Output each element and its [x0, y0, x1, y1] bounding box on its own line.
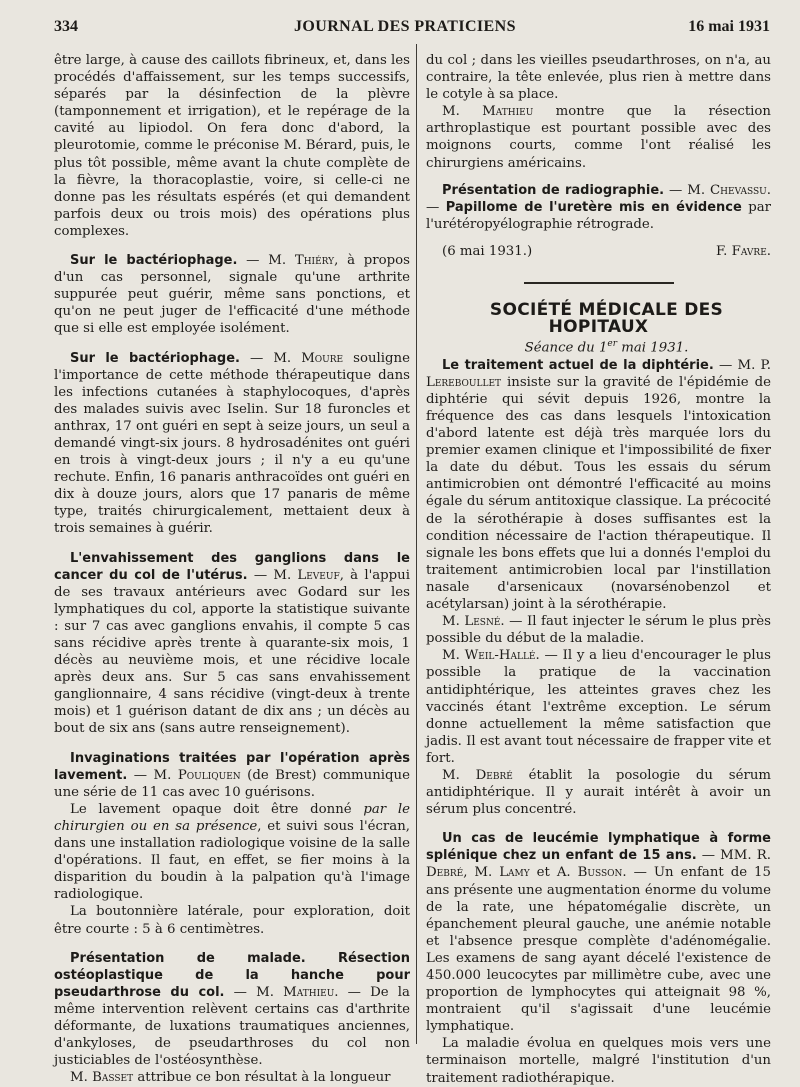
- page-header: [54, 14, 770, 38]
- report-author: F. Favre.: [716, 243, 771, 259]
- society-heading: SOCIÉTÉ MÉDICALE DES HOPITAUX: [489, 300, 724, 338]
- paragraph: M. Mathieu montre que la résection arthroplastique est pourtant possible avec des moignons courts, comme l'ont réalisé les chirurgiens américains.: [426, 104, 771, 171]
- left-column: [54, 52, 410, 1086]
- section-bacteriophage-thiery: Sur le bactériophage. — M. Thiéry, à propos d'un cas personnel, signale qu'une arthrite suppurée peut guérir, même sans ponctions, et qu'on ne peut juger de l'efficacité d'une méthode que si elle est employée isolément.: [54, 253, 410, 337]
- paragraph: M. Lesné. — Il faut injecter le sérum le plus près possible du début de la maladie.: [426, 614, 772, 647]
- section-title: Papillome de l'uretère mis en évidence: [445, 199, 742, 215]
- section-resection-hanche: Présentation de malade. Résection ostéoplastique de la hanche pour pseudarthrose du col. — M. Mathieu. — De la même intervention relèvent certains cas d'arthrite déformante, de luxations traumatiques anciennes, d'ankyloses, de pseudarthroses du col non justiciables de l'ostéosynthèse.: [54, 950, 410, 1069]
- paragraph: M. Debré établit la posologie du sérum antidiphtérique. Il y aurait intérêt à avoir un sérum plus concentré.: [426, 767, 771, 818]
- section-diphterie: Le traitement actuel de la diphtérie. — M. P. Lereboullet insiste sur la gravité de l'épidémie de diphtérie qui sévit depuis 1926, montre la fréquence des cas dans lesquels l'intoxication d'abord latente est déjà très marquée lors du premier examen clinique et l'impossibilité de fixer la date du début. Tous les essais du sérum antimicrobien ont démontré l'efficacité au moins égale du sérum antitoxique classique. La précocité de la sérothérapie à doses suffisantes est la condition nécessaire de l'action thérapeutique. Il signale les bons effets que lui a donnés l'emploi du traitement antimicrobien local par l'instillation nasale d'arsenicaux (novarsénobenzol et acétylarsan) joint à la sérothérapie.: [426, 357, 771, 613]
- author-name: Lesné: [464, 614, 501, 630]
- section-ganglions-cancer: L'envahissement des ganglions dans le cancer du col de l'utérus. — M. Leveuf, à l'appui de ses travaux antérieurs avec Godard sur les lymphatiques du col, apporte la statistique suivante : sur 7 cas avec ganglions envahis, il compte 5 cas sans récidive après trente à quarante-six mois, 1 décès au neuvième mois, et une récidive locale après deux ans. Sur 5 cas sans envahissement ganglionnaire, 4 sans récidive (vingt-deux à trente mois) et 1 guérison datant de dix ans ; un décès au bout de six ans (sans autre renseignement).: [54, 550, 410, 737]
- section-title: L'envahissement des ganglions dans le cancer du col de l'utérus.: [54, 550, 410, 583]
- paragraph: La maladie évolua en quelques mois vers une terminaison mortelle, malgré l'institution d'un traitement radiothérapique.: [426, 1036, 771, 1086]
- paragraph: Le lavement opaque doit être donné par le chirurgien ou en sa présence, et suivi sous l'écran, dans une installation radiologique voisine de la salle d'opérations. Il faut, en effet, se fier moins à la disparition du boudin à la palpation qu'à l'image radiologique.: [54, 801, 410, 903]
- section-invaginations: Invaginations traitées par l'opération après lavement. — M. Pouliquen (de Brest) communique une série de 11 cas avec 10 guérisons.: [54, 750, 410, 800]
- author-name: Busson: [577, 865, 623, 881]
- author-name: Lereboullet: [426, 374, 502, 390]
- paragraph: du col ; dans les vieilles pseudarthroses, on n'a, au contraire, la tête enlevée, plus rien à mettre dans le cotyle à sa place.: [426, 53, 771, 103]
- section-radiographie: Présentation de radiographie. — M. Chevassu. — Papillome de l'uretère mis en évidence par l'urétéropyélographie rétrograde.: [426, 182, 771, 232]
- section-rule: [524, 282, 674, 284]
- issue-date: 16 mai 1931: [688, 18, 770, 35]
- section-leucemie: Un cas de leucémie lymphatique à forme splénique chez un enfant de 15 ans. — MM. R. Debré, M. Lamy et A. Busson. — Un enfant de 15 ans présente une augmentation énorme du volume de la rate, une hépatomégalie discrète, un épanchement pleural gauche, une anémie notable et l'absence presque complète d'adénomégalie. Les examens de sang ayant décelé l'existence de 450.000 leucocytes par millimètre cube, avec une proportion de lymphocytes qui atteignait 98 %, montraient qu'il s'agissait d'une leucémie lymphatique.: [426, 831, 771, 1035]
- section-bacteriophage-moure: Sur le bactériophage. — M. Moure souligne l'importance de cette méthode thérapeutique dans les infections cutanées à staphylocoques, d'après des malades suivis avec Iselin. Sur 18 furoncles et anthrax, 17 ont guéri en sept à seize jours, un seul a demandé vingt-six jours. 8 hydrosadénites ont guéri en trois à vingt-deux jours ; il n'y a eu qu'une rechute. Enfin, 16 panaris anthracoïdes ont guéri en dix à douze jours, alors que 17 panaris de même type, traités chirurgicalement, mettaient deux à trois semaines à guérir.: [54, 350, 410, 537]
- signature-line: [426, 243, 771, 260]
- author-name: Chevassu: [710, 182, 767, 198]
- author-name: Mathieu: [283, 984, 335, 1000]
- author-name: Leveuf: [297, 567, 340, 583]
- author-name: Moure: [301, 350, 344, 366]
- author-name: Pouliquen: [177, 767, 241, 783]
- author-name: Basset: [92, 1070, 134, 1086]
- author-name: Weil-Hallé: [464, 648, 536, 664]
- report-date: (6 mai 1931.): [442, 243, 533, 259]
- paragraph: être large, à cause des caillots fibrineux, et, dans les procédés d'affaissement, sur les temps successifs, séparés par la désinfection de la plèvre (tamponnement et irrigation), et le repérage de la cavité au lipiodol. On fera donc d'abord, la pleurotomie, comme le préconise M. Bérard, puis, le plus tôt possible, même avant la chute complète de la fièvre, la thoracoplastie, voire, si celle-ci ne donne pas les résultats espérés (et qui demandent parfois deux ou trois mois) des opérations plus complexes.: [54, 53, 410, 239]
- section-title: Le traitement actuel de la diphtérie.: [442, 357, 714, 373]
- author-name: Mathieu: [482, 104, 534, 120]
- section-title: Invaginations traitées par l'opération après lavement.: [54, 750, 410, 783]
- author-name: Lamy: [499, 865, 530, 881]
- section-title: Un cas de leucémie lymphatique à forme splénique chez un enfant de 15 ans.: [426, 831, 771, 864]
- page-number: 334: [54, 18, 78, 35]
- journal-title: JOURNAL DES PRATICIENS: [294, 18, 516, 35]
- session-date: Séance du 1er mai 1931.: [524, 339, 689, 356]
- section-title: Sur le bactériophage.: [70, 350, 240, 366]
- paragraph: M. Weil-Hallé. — Il y a lieu d'encourager le plus possible la pratique de la vaccination antidiphtérique, les atteintes graves chez les vaccinés étant l'extrême exception. Le sérum donne actuellement la même satisfaction que jadis. Il est avant tout nécessaire de frapper vite et fort.: [426, 648, 771, 766]
- paragraph: M. Basset attribue ce bon résultat à la longueur: [70, 1070, 391, 1086]
- right-column: [426, 52, 771, 1087]
- section-title: Présentation de malade. Résection ostéoplastique de la hanche pour pseudarthrose du col.: [54, 950, 410, 1000]
- column-divider: [416, 44, 417, 1044]
- author-name: Debré: [475, 767, 513, 783]
- author-name: Debré: [426, 865, 464, 881]
- paragraph: La boutonnière latérale, pour exploration, doit être courte : 5 à 6 centimètres.: [54, 904, 410, 937]
- author-name: Thiéry: [294, 253, 335, 269]
- section-title: Sur le bactériophage.: [70, 253, 238, 269]
- section-title: Présentation de radiographie.: [442, 182, 665, 198]
